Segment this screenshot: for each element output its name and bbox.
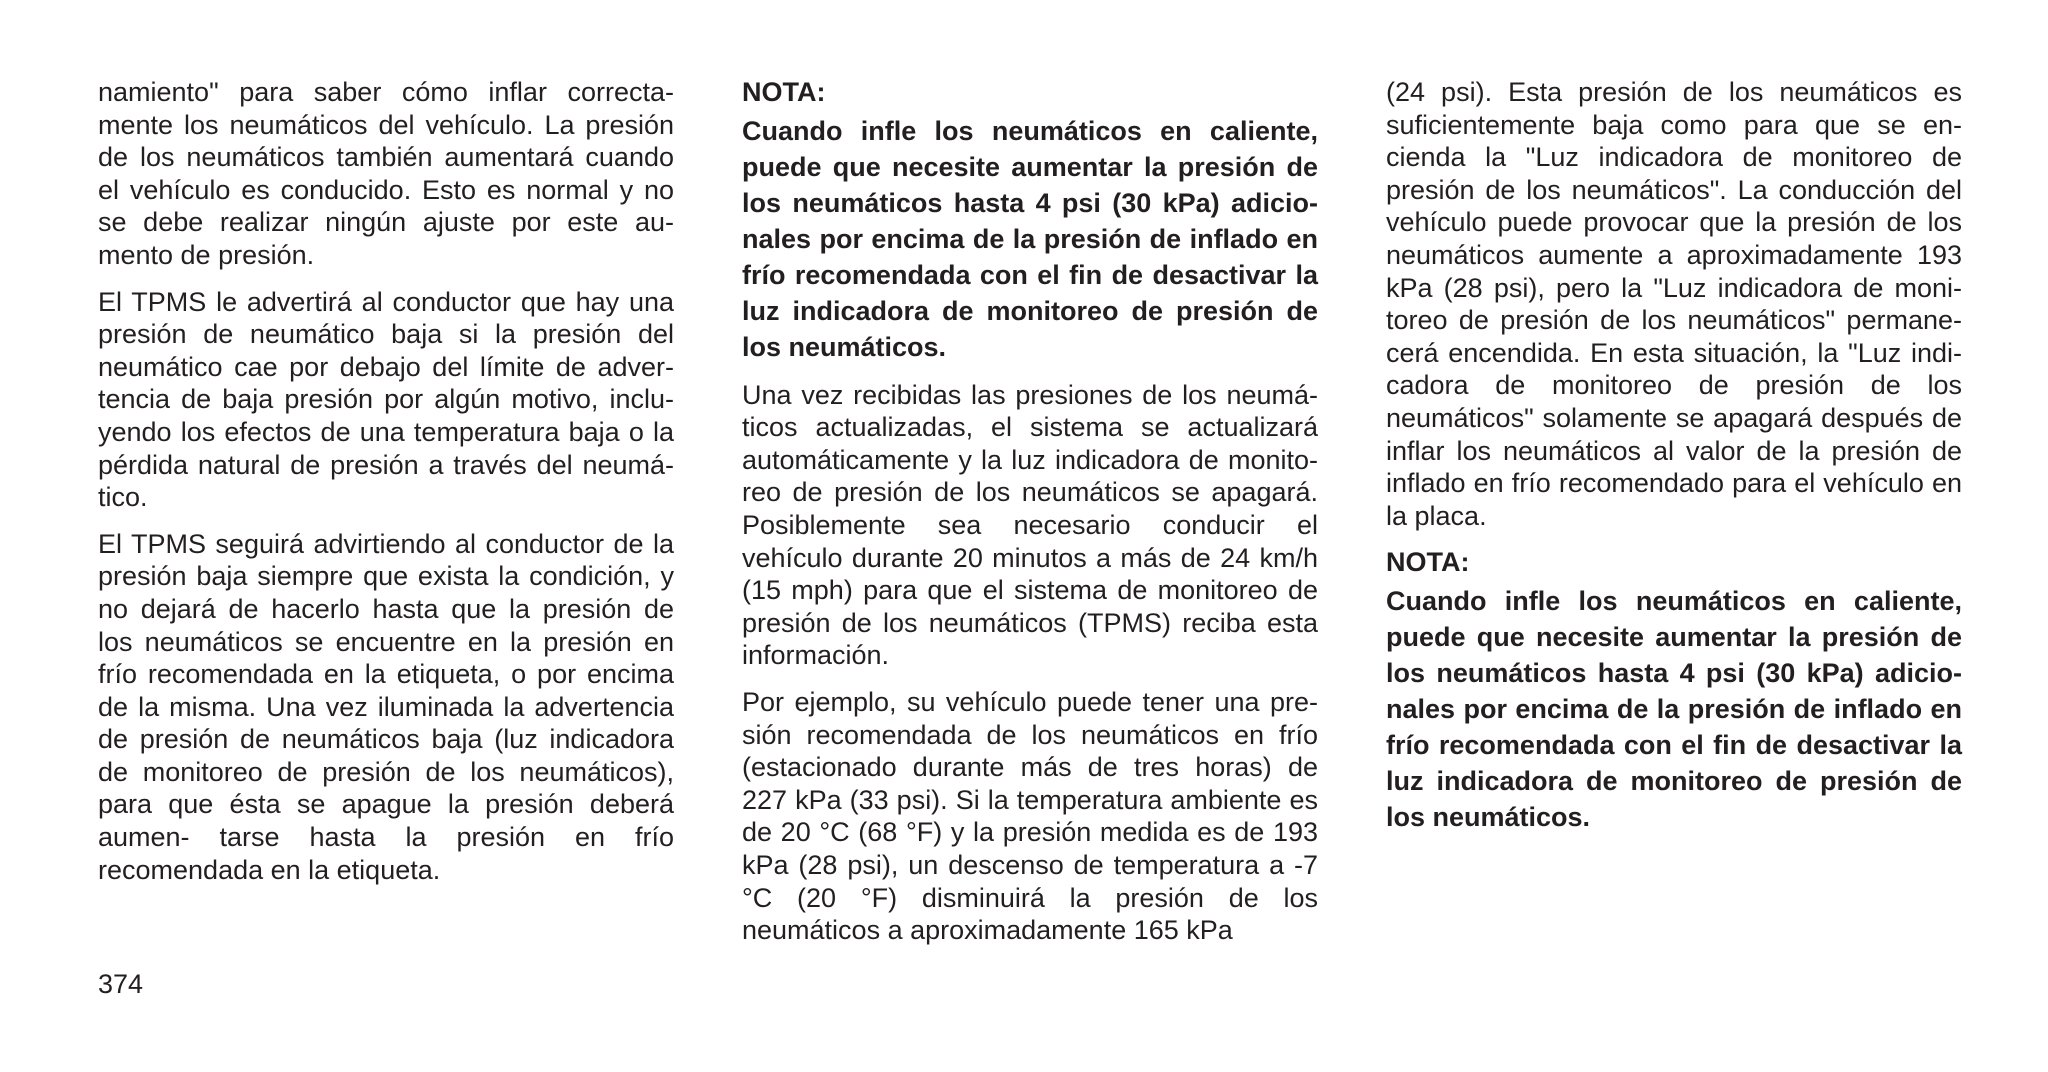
text-column-middle: [742, 76, 1318, 961]
note-label: NOTA:: [742, 77, 826, 107]
paragraph-example: Por ejemplo, su vehículo puede tener una pre- sión recomendada de los neumáticos en frío (estacionado durante más de tres horas) de 227 kPa (33 psi). Si la temperatura ambiente es de 20 °C (68 °F) y la presión medida es de 193 kPa (28 psi), un descenso de temperatura a -7 °C (20 °F) disminuirá la presión de los neumáticos a aproximadamente 165 kPa: [742, 686, 1318, 946]
paragraph-tpms-warning: El TPMS le advertirá al conductor que hay una presión de neumático baja si la presión del neumático cae por debajo del límite de adver- tencia de baja presión por algún motivo, inclu- yendo los efectos de una temperatura baja o la pérdida natural de presión a través del neumá- tico.: [98, 286, 674, 513]
text-column-right: [1386, 76, 1962, 849]
note-label: NOTA:: [1386, 547, 1470, 578]
note-text: Cuando infle los neumáticos en caliente, puede que necesite aumentar la presión de los neumáticos hasta 4 psi (30 kPa) adicio- nales por encima de la presión de inflado en frío recomendada con el fin de desactivar la luz indicadora de monitoreo de presión de los neumáticos.: [1386, 585, 1962, 832]
paragraph-inflation-info: namiento" para saber cómo inflar correcta- mente los neumáticos del vehículo. La presión de los neumáticos también aumentará cuando el vehículo es conducido. Esto es normal y no se debe realizar ningún ajuste por este au- mento de presión.: [98, 77, 674, 270]
paragraph-sensor-update: Una vez recibidas las presiones de los neumá- ticos actualizadas, el sistema se actualizará automáticamente y la luz indicadora de monito- reo de presión de los neumáticos se apagará. Posiblemente sea necesario conducir el vehículo durante 20 minutos a más de 24 km/h (15 mph) para que el sistema de monitoreo de presión de los neumáticos (TPMS) reciba esta información.: [742, 379, 1318, 671]
text-column-left: [98, 76, 674, 900]
page-number: 374: [98, 969, 144, 999]
paragraph-example-continued: (24 psi). Esta presión de los neumáticos es suficientemente baja como para que se en- cienda la "Luz indicadora de monitoreo de presión de los neumáticos". La conducción del vehículo puede provocar que la presión de los neumáticos aumente a aproximadamente 193 kPa (28 psi), pero la "Luz indicadora de moni- toreo de presión de los neumáticos" permane- cerá encendida. En esta situación, la "Luz indi- cadora de monitoreo de presión de los neumáticos" solamente se apagará después de inflar los neumáticos al valor de la presión de inflado en frío recomendado para el vehículo en la placa.: [1386, 77, 1962, 531]
note-text: Cuando infle los neumáticos en caliente, puede que necesite aumentar la presión de los neumáticos hasta 4 psi (30 kPa) adicio- nales por encima de la presión de inflado en frío recomendada con el fin de desactivar la luz indicadora de monitoreo de presión de los neumáticos.: [742, 115, 1318, 362]
paragraph-tpms-continued-warning: El TPMS seguirá advirtiendo al conductor de la presión baja siempre que exista la condición, y no dejará de hacerlo hasta que la presión de los neumáticos se encuentre en la presión en frío recomendada en la etiqueta, o por encima de la misma. Una vez iluminada la advertencia de presión de neumáticos baja (luz indicadora de monitoreo de presión de los neumáticos), para que ésta se apague la presión deberá aumen- tarse hasta la presión en frío recomendada en la etiqueta.: [98, 528, 674, 885]
